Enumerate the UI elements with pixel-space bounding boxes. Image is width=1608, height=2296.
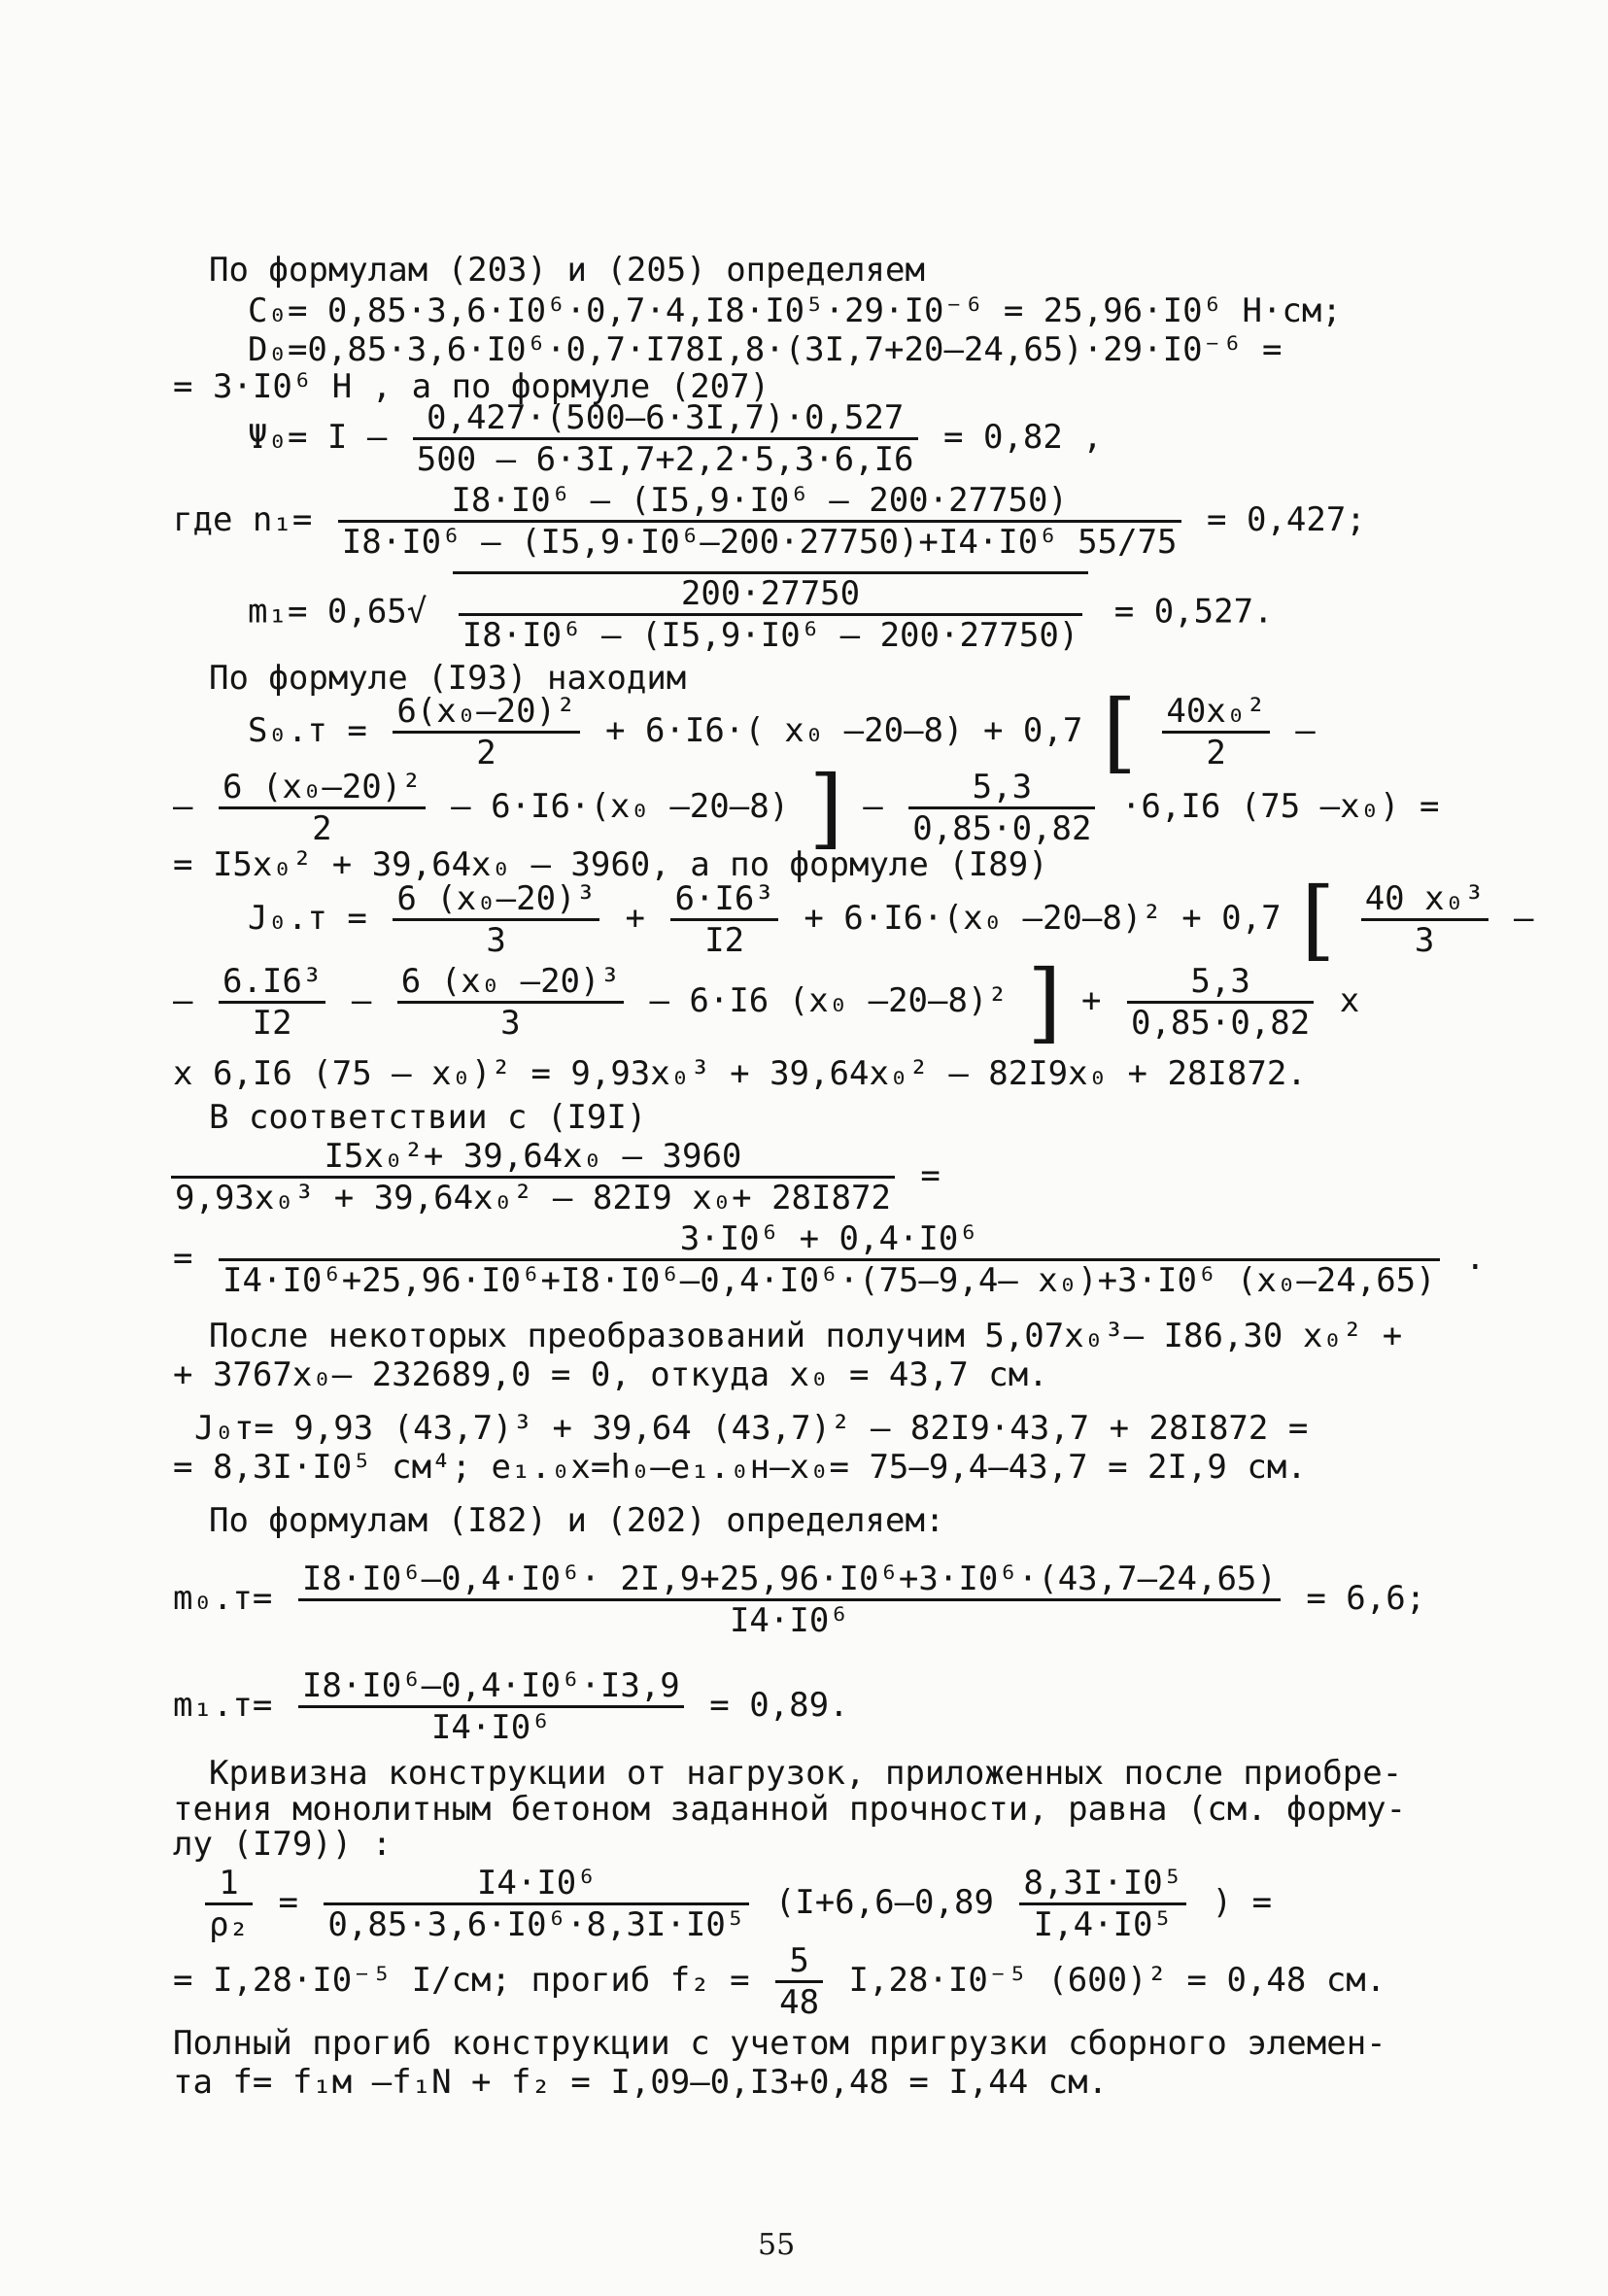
formula-term: + 6·I6·( x₀ –20–8) + 0,7: [605, 711, 1083, 750]
denominator: I4·I0⁶: [729, 1601, 849, 1640]
numerator: I8·I0⁶ – (I5,9·I0⁶ – 200·27750): [338, 481, 1181, 523]
formula-rhs: = 6,6;: [1306, 1579, 1426, 1618]
formula-line: = 8,3I·I0⁵ см⁴; e₁.₀x=h₀–e₁.₀н–x₀= 75–9,4–43,7 = 2I,9 см.: [173, 1448, 1307, 1487]
denominator: 2: [476, 734, 496, 772]
formula-line: D₀=0,85·3,6·I0⁶·0,7·I78I,8·(3I,7+20–24,65)·29·I0⁻⁶ =: [248, 330, 1283, 369]
formula-term: .: [1465, 1239, 1486, 1278]
text-line: Кривизна конструкции от нагрузок, приложенных после приобре-: [209, 1754, 1403, 1793]
formula-line: [165, 1137, 941, 1217]
denominator: I4·I0⁶+25,96·I0⁶+I8·I0⁶–0,4·I0⁶·(75–9,4– x₀)+3·I0⁶ (x₀–24,65): [222, 1261, 1436, 1300]
formula-rhs: = 0,82 ,: [943, 418, 1103, 457]
denominator: I2: [704, 921, 745, 960]
formula-term: + 6·I6·(x₀ –20–8)² + 0,7: [804, 899, 1282, 938]
formula-term: – 6·I6 (x₀ –20–8)²: [649, 981, 1008, 1020]
formula-term: I,28·I0⁻⁵ (600)² = 0,48 см.: [848, 1961, 1386, 2000]
formula-term: – 6·I6·(x₀ –20–8): [451, 787, 790, 826]
formula-term: = I,28·I0⁻⁵ I/см; прогиб f₂ =: [173, 1961, 750, 2000]
numerator: I8·I0⁶–0,4·I0⁶· 2I,9+25,96·I0⁶+3·I0⁶·(43,7–24,65): [298, 1559, 1281, 1601]
denominator: 0,85·0,82: [1130, 1004, 1311, 1043]
formula-term: ·6,I6 (75 –x₀) =: [1120, 787, 1440, 826]
formula-line: [248, 680, 1316, 783]
formula-lhs: m₁.т=: [173, 1686, 273, 1725]
text-line: По формулам (203) и (205) определяем: [209, 251, 925, 290]
denominator: 2: [1206, 734, 1226, 772]
fraction: [670, 879, 777, 960]
denominator: I4·I0⁶: [430, 1708, 551, 1747]
formula-line: [199, 1864, 1272, 1944]
formula-rhs: = 0,527.: [1113, 592, 1274, 632]
formula-line: та f= f₁м –f₁N + f₂ = I,09–0,I3+0,48 = I,44 см.: [173, 2063, 1109, 2102]
numerator: 6.I6³: [219, 962, 325, 1004]
fraction: [298, 1559, 1281, 1640]
formula-line: [173, 1559, 1425, 1640]
denominator: 0,85·3,6·I0⁶·8,3I·I0⁵: [327, 1905, 746, 1944]
denominator: I8·I0⁶ – (I5,9·I0⁶ – 200·27750): [462, 616, 1079, 655]
numerator: 1: [205, 1864, 253, 1905]
formula-term: =: [173, 1239, 193, 1278]
formula-line: = 3·I0⁶ H , а по формуле (207): [173, 367, 770, 406]
text-line: В соответствии с (I9I): [209, 1098, 647, 1137]
fraction: [1361, 879, 1488, 960]
fraction: [413, 398, 918, 479]
fraction: [1162, 692, 1269, 772]
left-bracket: [: [1102, 680, 1137, 783]
denominator: 3: [1414, 921, 1435, 960]
formula-rhs: = 0,427;: [1207, 500, 1366, 539]
formula-line: [248, 868, 1534, 971]
fraction: [171, 1137, 895, 1217]
formula-line: C₀= 0,85·3,6·I0⁶·0,7·4,I8·I0⁵·29·I0⁻⁶ = 25,96·I0⁶ H·см;: [248, 291, 1342, 330]
formula-line: + 3767x₀– 232689,0 = 0, откуда x₀ = 43,7 см.: [173, 1355, 1048, 1394]
numerator: I4·I0⁶: [324, 1864, 749, 1905]
formula-line: = I5x₀² + 39,64x₀ – 3960, а по формуле (I89): [173, 845, 1048, 884]
formula-lhs: m₁= 0,65√: [248, 592, 428, 632]
formula-term: +: [625, 899, 645, 938]
text-line: Полный прогиб конструкции с учетом пригрузки сборного элемен-: [173, 2024, 1386, 2063]
denominator: ρ₂: [209, 1905, 249, 1944]
denominator: I2: [252, 1004, 292, 1043]
numerator: 40x₀²: [1162, 692, 1269, 734]
denominator: 3: [500, 1004, 521, 1043]
numerator: 3·I0⁶ + 0,4·I0⁶: [219, 1219, 1440, 1261]
formula-term: =: [920, 1156, 941, 1195]
formula-term: –: [351, 981, 372, 1020]
text-line: По формулам (I82) и (202) определяем:: [209, 1501, 945, 1540]
formula-lhs: Ψ₀= I –: [248, 418, 388, 457]
fraction: [219, 768, 426, 848]
formula-line: x 6,I6 (75 – x₀)² = 9,93x₀³ + 39,64x₀² – 82I9x₀ + 28I872.: [173, 1054, 1307, 1093]
formula-term: +: [1081, 981, 1102, 1020]
sqrt-fraction: [453, 571, 1089, 655]
numerator: 200·27750: [459, 574, 1083, 616]
formula-term: x: [1339, 981, 1360, 1020]
denominator: 48: [779, 1983, 820, 2022]
formula-lhs: J₀.т =: [248, 899, 367, 938]
denominator: 500 – 6·3I,7+2,2·5,3·6,I6: [416, 440, 914, 479]
denominator: I,4·I0⁵: [1033, 1905, 1173, 1944]
numerator: 5: [775, 1941, 823, 1983]
formula-rhs: = 0,89.: [709, 1686, 849, 1725]
formula-term: (I+6,6–0,89: [774, 1883, 994, 1922]
fraction: [908, 768, 1095, 848]
fraction: [205, 1864, 253, 1944]
fraction: [338, 481, 1181, 562]
numerator: 40 x₀³: [1361, 879, 1488, 921]
text-line: После некоторых преобразований получим 5,07x₀³– I86,30 x₀² +: [209, 1317, 1403, 1355]
fraction: [1019, 1864, 1186, 1944]
numerator: 5,3: [1127, 962, 1314, 1004]
numerator: I8·I0⁶–0,4·I0⁶·I3,9: [298, 1666, 684, 1708]
text-line: По формуле (I93) находим: [209, 659, 687, 698]
formula-line: J₀т= 9,93 (43,7)³ + 39,64 (43,7)² – 82I9·43,7 + 28I872 =: [194, 1409, 1309, 1448]
formula-line: [173, 950, 1360, 1053]
numerator: 6·I6³: [670, 879, 777, 921]
fraction: [324, 1864, 749, 1944]
right-bracket: ]: [808, 756, 843, 859]
formula-line: [173, 1941, 1386, 2022]
numerator: 6 (x₀ –20)³: [397, 962, 624, 1004]
fraction: [393, 692, 579, 772]
fraction: [298, 1666, 684, 1747]
numerator: 5,3: [908, 768, 1095, 809]
denominator: I8·I0⁶ – (I5,9·I0⁶–200·27750)+I4·I0⁶ 55/75: [341, 523, 1178, 562]
fraction: [397, 962, 624, 1043]
formula-lhs: S₀.т =: [248, 711, 367, 750]
formula-line: [248, 398, 1103, 479]
numerator: 6(x₀–20)²: [393, 692, 579, 734]
formula-term: –: [863, 787, 883, 826]
denominator: 0,85·0,82: [912, 809, 1092, 848]
formula-term: –: [1295, 711, 1316, 750]
formula-lhs: где n₁=: [173, 500, 313, 539]
denominator: 2: [312, 809, 332, 848]
text-line: лу (I79)) :: [173, 1825, 393, 1864]
page-number: 55: [758, 2228, 796, 2262]
denominator: 3: [486, 921, 506, 960]
formula-line: [248, 571, 1274, 655]
left-bracket: [: [1301, 868, 1336, 971]
fraction: [219, 962, 325, 1043]
numerator: 8,3I·I0⁵: [1019, 1864, 1186, 1905]
formula-line: [173, 1666, 849, 1747]
fraction: [775, 1941, 823, 2022]
text-line: тения монолитным бетоном заданной прочности, равна (см. форму-: [173, 1790, 1407, 1829]
numerator: I5x₀²+ 39,64x₀ – 3960: [171, 1137, 895, 1179]
formula-term: –: [173, 787, 193, 826]
formula-term: =: [278, 1883, 298, 1922]
formula-lhs: m₀.т=: [173, 1579, 273, 1618]
formula-term: –: [173, 981, 193, 1020]
fraction: [1127, 962, 1314, 1043]
fraction: [219, 1219, 1440, 1300]
right-bracket: ]: [1027, 950, 1062, 1053]
fraction: [393, 879, 599, 960]
formula-line: [173, 481, 1366, 562]
formula-term: ) =: [1212, 1883, 1273, 1922]
numerator: 0,427·(500–6·3I,7)·0,527: [413, 398, 918, 440]
formula-line: [173, 756, 1440, 859]
numerator: 6 (x₀–20)³: [393, 879, 599, 921]
numerator: 6 (x₀–20)²: [219, 768, 426, 809]
formula-term: –: [1514, 899, 1534, 938]
formula-line: [173, 1219, 1486, 1300]
denominator: 9,93x₀³ + 39,64x₀² – 82I9 x₀+ 28I872: [175, 1179, 891, 1217]
